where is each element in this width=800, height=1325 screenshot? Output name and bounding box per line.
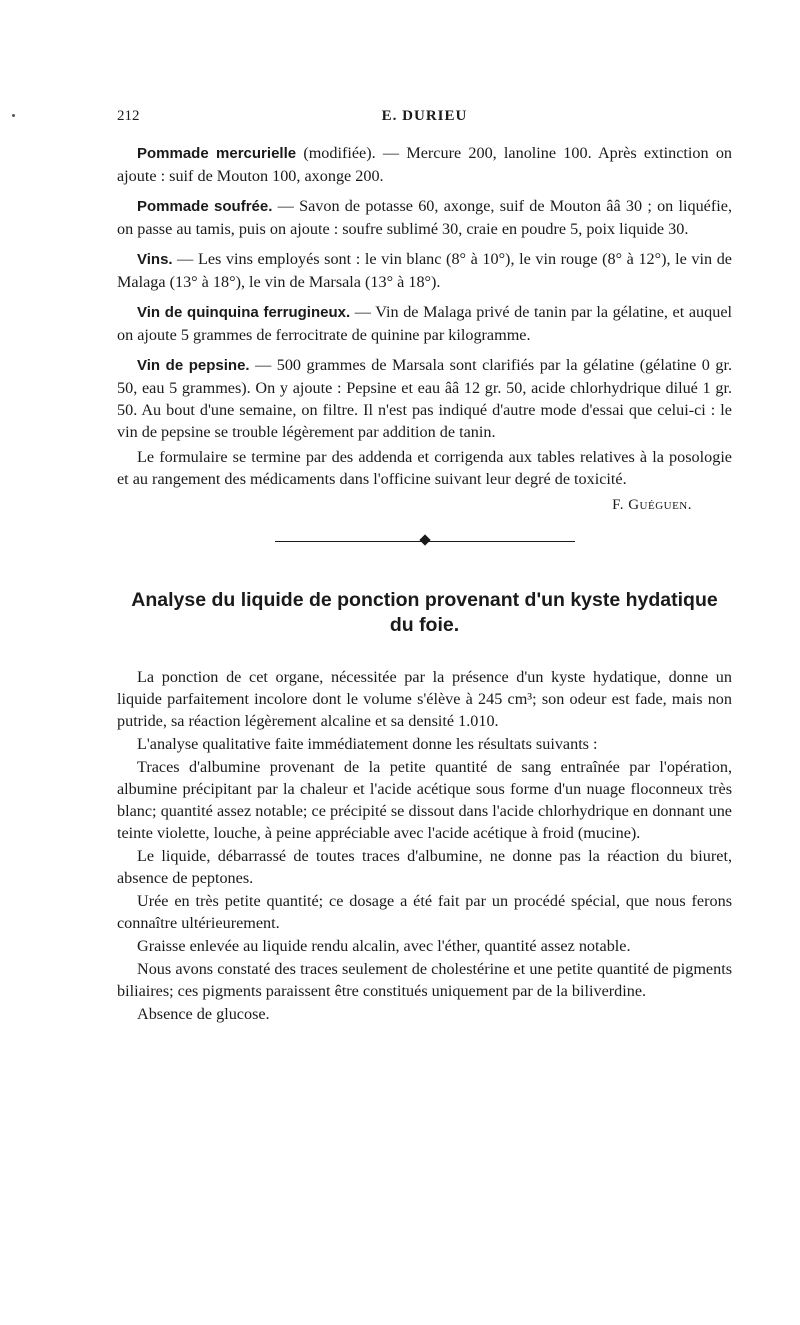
article-title: Analyse du liquide de ponction provenant d'un kyste hydatique du foie. — [131, 589, 718, 636]
running-head — [117, 108, 732, 130]
entry-term: Vins. — [137, 251, 173, 268]
signature: F. Guéguen. — [612, 497, 692, 513]
section-divider — [275, 534, 575, 548]
article-body — [117, 666, 732, 1025]
entry-text: — Savon de potasse 60, axonge, suif de Mouton ââ 30 ; on liquéfie, on passe au tamis, puis on ajoute : soufre sublimé 30, craie en poudre 5, poix liquide 30. — [117, 197, 732, 238]
entry-vin-quinquina — [117, 301, 732, 346]
entry-term: Vin de quinquina ferrugineux. — [137, 304, 351, 321]
entry-text: — Les vins employés sont : le vin blanc (8° à 10°), le vin rouge (8° à 12°), le vin de Malaga (13° à 18°), le vin de Marsala (13° à 18°). — [117, 250, 732, 291]
entry-term: Pommade soufrée. — [137, 198, 273, 215]
entry-pommade-soufree — [117, 195, 732, 240]
entry-text: (modifiée). — Mercure 200, lanoline 100. Après extinction on ajoute : suif de Mouton 100, axonge 200. — [117, 144, 733, 185]
entry-pommade-mercurielle — [117, 142, 732, 187]
article-paragraph: Absence de glucose. — [137, 1005, 270, 1023]
entry-vin-pepsine — [117, 354, 732, 443]
document-page — [117, 108, 732, 1025]
diamond-ornament-icon — [419, 534, 430, 545]
article-paragraph: La ponction de cet organe, nécessitée par la présence d'un kyste hydatique, donne un liquide parfaitement incolore dont le volume s'élève à 245 cm³; son odeur est fade, mais non putride, sa réaction légèrement alcaline et sa densité 1.010. — [117, 668, 732, 730]
running-head-author: E. DURIEU — [381, 108, 468, 124]
article-paragraph: L'analyse qualitative faite immédiatement donne les résultats suivants : — [137, 735, 598, 753]
entry-vins — [117, 248, 732, 293]
entry-term: Pommade mercurielle — [137, 145, 297, 162]
article-paragraph: Le liquide, débarrassé de toutes traces d'albumine, ne donne pas la réaction du biuret, absence de peptones. — [117, 847, 732, 887]
closing-paragraph: Le formulaire se termine par des addenda et corrigenda aux tables relatives à la posologie et au rangement des médicaments dans l'officine suivant leur degré de toxicité. — [117, 448, 732, 488]
scan-speck — [12, 114, 15, 117]
article-paragraph: Nous avons constaté des traces seulement de cholestérine et une petite quantité de pigments biliaires; ces pigments paraissent être constitués uniquement par de la biliverdine. — [117, 960, 732, 1000]
article-paragraph: Graisse enlevée au liquide rendu alcalin, avec l'éther, quantité assez notable. — [137, 937, 631, 955]
entry-text: — Vin de Malaga privé de tanin par la gélatine, et auquel on ajoute 5 grammes de ferrocitrate de quinine par kilogramme. — [117, 303, 733, 344]
article-paragraph: Traces d'albumine provenant de la petite quantité de sang entraînée par l'opération, albumine précipitant par la chaleur et l'acide acétique sous forme d'un nuage floconneux très blanc; quantité assez notable; ce précipité se dissout dans l'acide chlorhydrique en donnant une teinte violette, louche, à peine appréciable avec l'acide acétique à froid (mucine). — [117, 758, 732, 842]
article-paragraph: Urée en très petite quantité; ce dosage a été fait par un procédé spécial, que nous ferons connaître ultérieurement. — [117, 892, 732, 932]
entry-text: — 500 grammes de Marsala sont clarifiés par la gélatine (gélatine 0 gr. 50, eau 5 grammes). On y ajoute : Pepsine et eau ââ 12 gr. 50, acide chlorhydrique dilué 1 gr. 50. Au bout d'une semaine, on filtre. Il n'est pas indiqué d'autre mode d'essai que celui-ci : le vin de pepsine se trouble légèrement par addition de tanin. — [117, 356, 732, 441]
page-number: 212 — [117, 108, 140, 124]
entry-term: Vin de pepsine. — [137, 357, 250, 374]
